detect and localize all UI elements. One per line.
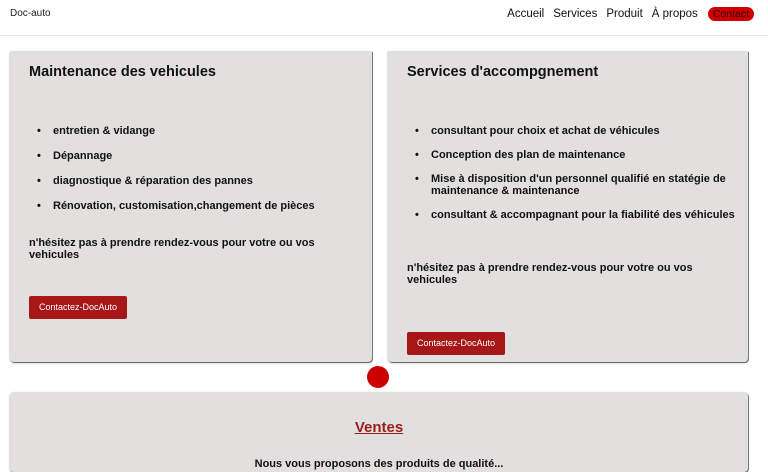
accompagnement-list bbox=[415, 125, 755, 233]
accompagnement-card bbox=[388, 51, 748, 362]
top-navbar bbox=[0, 0, 768, 36]
red-dot-indicator bbox=[367, 366, 389, 388]
appointment-note: n'hésitez pas à prendre rendez-vous pour votre ou vos vehicules bbox=[407, 262, 693, 286]
ventes-text: Nous vous proposons des produits de qualité... bbox=[254, 458, 504, 470]
list-item: • entretien & vidange bbox=[37, 125, 315, 138]
ventes-card bbox=[10, 392, 748, 472]
nav-a-propos[interactable]: À propos bbox=[651, 8, 698, 20]
nav-accueil[interactable]: Accueil bbox=[507, 8, 545, 20]
ventes-link[interactable]: Ventes bbox=[354, 419, 404, 436]
list-item: • Dépannage bbox=[37, 150, 315, 163]
main-nav bbox=[498, 7, 754, 21]
maintenance-list bbox=[37, 125, 315, 225]
list-item: • Conception des plan de maintenance bbox=[415, 149, 755, 161]
contact-docauto-button[interactable]: Contactez-DocAuto bbox=[29, 296, 127, 319]
list-item: • diagnostique & réparation des pannes bbox=[37, 175, 315, 188]
accompagnement-title: Services d'accompgnement bbox=[407, 64, 599, 80]
list-item: • consultant pour choix et achat de véhicules bbox=[415, 125, 755, 137]
maintenance-card bbox=[10, 51, 372, 362]
appointment-note: n'hésitez pas à prendre rendez-vous pour votre ou vos vehicules bbox=[29, 237, 315, 261]
brand-logo[interactable]: Doc-auto bbox=[10, 8, 51, 19]
maintenance-title: Maintenance des vehicules bbox=[29, 64, 216, 80]
list-item: • Mise à disposition d'un personnel qualifié en statégie de maintenance & maintenance bbox=[415, 173, 755, 197]
nav-services[interactable]: Services bbox=[553, 8, 598, 20]
nav-contact-button[interactable]: Contact bbox=[708, 7, 754, 21]
nav-produit[interactable]: Produit bbox=[606, 8, 643, 20]
list-item: • consultant & accompagnant pour la fiabilité des véhicules bbox=[415, 209, 755, 221]
list-item: • Rénovation, customisation,changement de pièces bbox=[37, 200, 315, 213]
contact-docauto-button[interactable]: Contactez-DocAuto bbox=[407, 332, 505, 355]
